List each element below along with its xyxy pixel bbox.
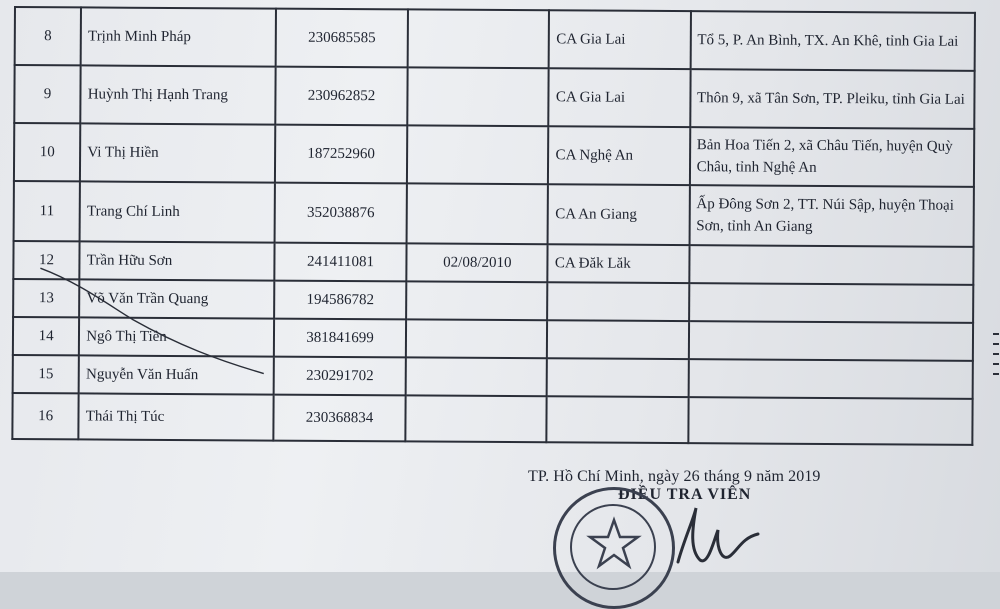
address: Tổ 5, P. An Bình, TX. An Khê, tỉnh Gia Lai bbox=[690, 11, 975, 71]
id-number: 352038876 bbox=[274, 183, 407, 244]
table-row bbox=[14, 181, 974, 247]
id-number: 241411081 bbox=[274, 243, 407, 282]
address bbox=[689, 245, 974, 285]
person-name: Huỳnh Thị Hạnh Trang bbox=[81, 65, 276, 124]
issue-place bbox=[547, 320, 688, 359]
id-number: 230962852 bbox=[275, 67, 408, 126]
id-number: 230291702 bbox=[273, 357, 406, 396]
signature-icon bbox=[672, 500, 762, 570]
table-row bbox=[14, 65, 974, 129]
address bbox=[689, 283, 974, 323]
issue-date bbox=[407, 125, 548, 184]
address bbox=[688, 321, 973, 361]
person-name: Trang Chí Linh bbox=[80, 181, 275, 242]
issue-date bbox=[406, 357, 547, 396]
row-number: 9 bbox=[14, 65, 81, 123]
table-row bbox=[14, 123, 974, 187]
issue-date bbox=[406, 395, 547, 442]
person-name: Ngô Thị Tiền bbox=[79, 317, 274, 356]
place-date-line: TP. Hồ Chí Minh, ngày 26 tháng 9 năm 2019 bbox=[528, 468, 821, 485]
edge-marks bbox=[990, 330, 1000, 410]
star-icon bbox=[586, 516, 642, 572]
investigator-title: ĐIỀU TRA VIÊN bbox=[618, 486, 752, 503]
row-number: 12 bbox=[13, 241, 79, 279]
row-number: 15 bbox=[13, 355, 79, 393]
person-name: Vi Thị Hiền bbox=[80, 123, 275, 182]
issue-date bbox=[406, 319, 547, 358]
issue-place: CA Đăk Lăk bbox=[548, 244, 689, 283]
address bbox=[688, 359, 973, 399]
table-sheet bbox=[11, 6, 976, 464]
issue-place: CA Gia Lai bbox=[549, 68, 690, 127]
id-number: 194586782 bbox=[274, 281, 407, 320]
person-table bbox=[11, 6, 976, 446]
person-name: Võ Văn Trần Quang bbox=[79, 279, 274, 318]
row-number: 8 bbox=[15, 7, 82, 65]
address: Thôn 9, xã Tân Sơn, TP. Pleiku, tỉnh Gia Lai bbox=[690, 69, 975, 129]
id-number: 230685585 bbox=[275, 9, 408, 68]
issue-date: 02/08/2010 bbox=[407, 243, 548, 282]
address: Ấp Đông Sơn 2, TT. Núi Sập, huyện Thoại Sơn, tỉnh An Giang bbox=[689, 185, 974, 247]
address: Bản Hoa Tiến 2, xã Châu Tiến, huyện Quỳ Châu, tỉnh Nghệ An bbox=[690, 127, 975, 187]
id-number: 230368834 bbox=[273, 395, 406, 442]
row-number: 14 bbox=[13, 317, 79, 355]
person-name: Nguyễn Văn Huấn bbox=[79, 355, 274, 394]
issue-place: CA Gia Lai bbox=[549, 10, 690, 69]
person-name: Thái Thị Túc bbox=[79, 393, 274, 440]
issue-place bbox=[547, 396, 688, 443]
address bbox=[688, 397, 973, 445]
pen-stroke-mark bbox=[38, 264, 269, 375]
issue-date bbox=[406, 281, 547, 320]
issue-date bbox=[407, 183, 548, 244]
table-row bbox=[12, 393, 972, 445]
row-number: 16 bbox=[12, 393, 79, 439]
issue-place: CA Nghệ An bbox=[548, 126, 689, 185]
person-name: Trịnh Minh Pháp bbox=[81, 7, 276, 66]
id-number: 381841699 bbox=[274, 319, 407, 358]
issue-place: CA An Giang bbox=[548, 184, 689, 245]
row-number: 11 bbox=[14, 181, 81, 241]
official-seal-icon bbox=[553, 487, 675, 609]
row-number: 13 bbox=[13, 279, 79, 317]
row-number: 10 bbox=[14, 123, 81, 181]
issue-place bbox=[547, 358, 688, 397]
id-number: 187252960 bbox=[275, 125, 408, 184]
issue-date bbox=[408, 67, 549, 126]
table-row bbox=[15, 7, 975, 71]
issue-date bbox=[408, 9, 549, 68]
issue-place bbox=[548, 282, 689, 321]
person-name: Trần Hữu Sơn bbox=[80, 241, 275, 280]
